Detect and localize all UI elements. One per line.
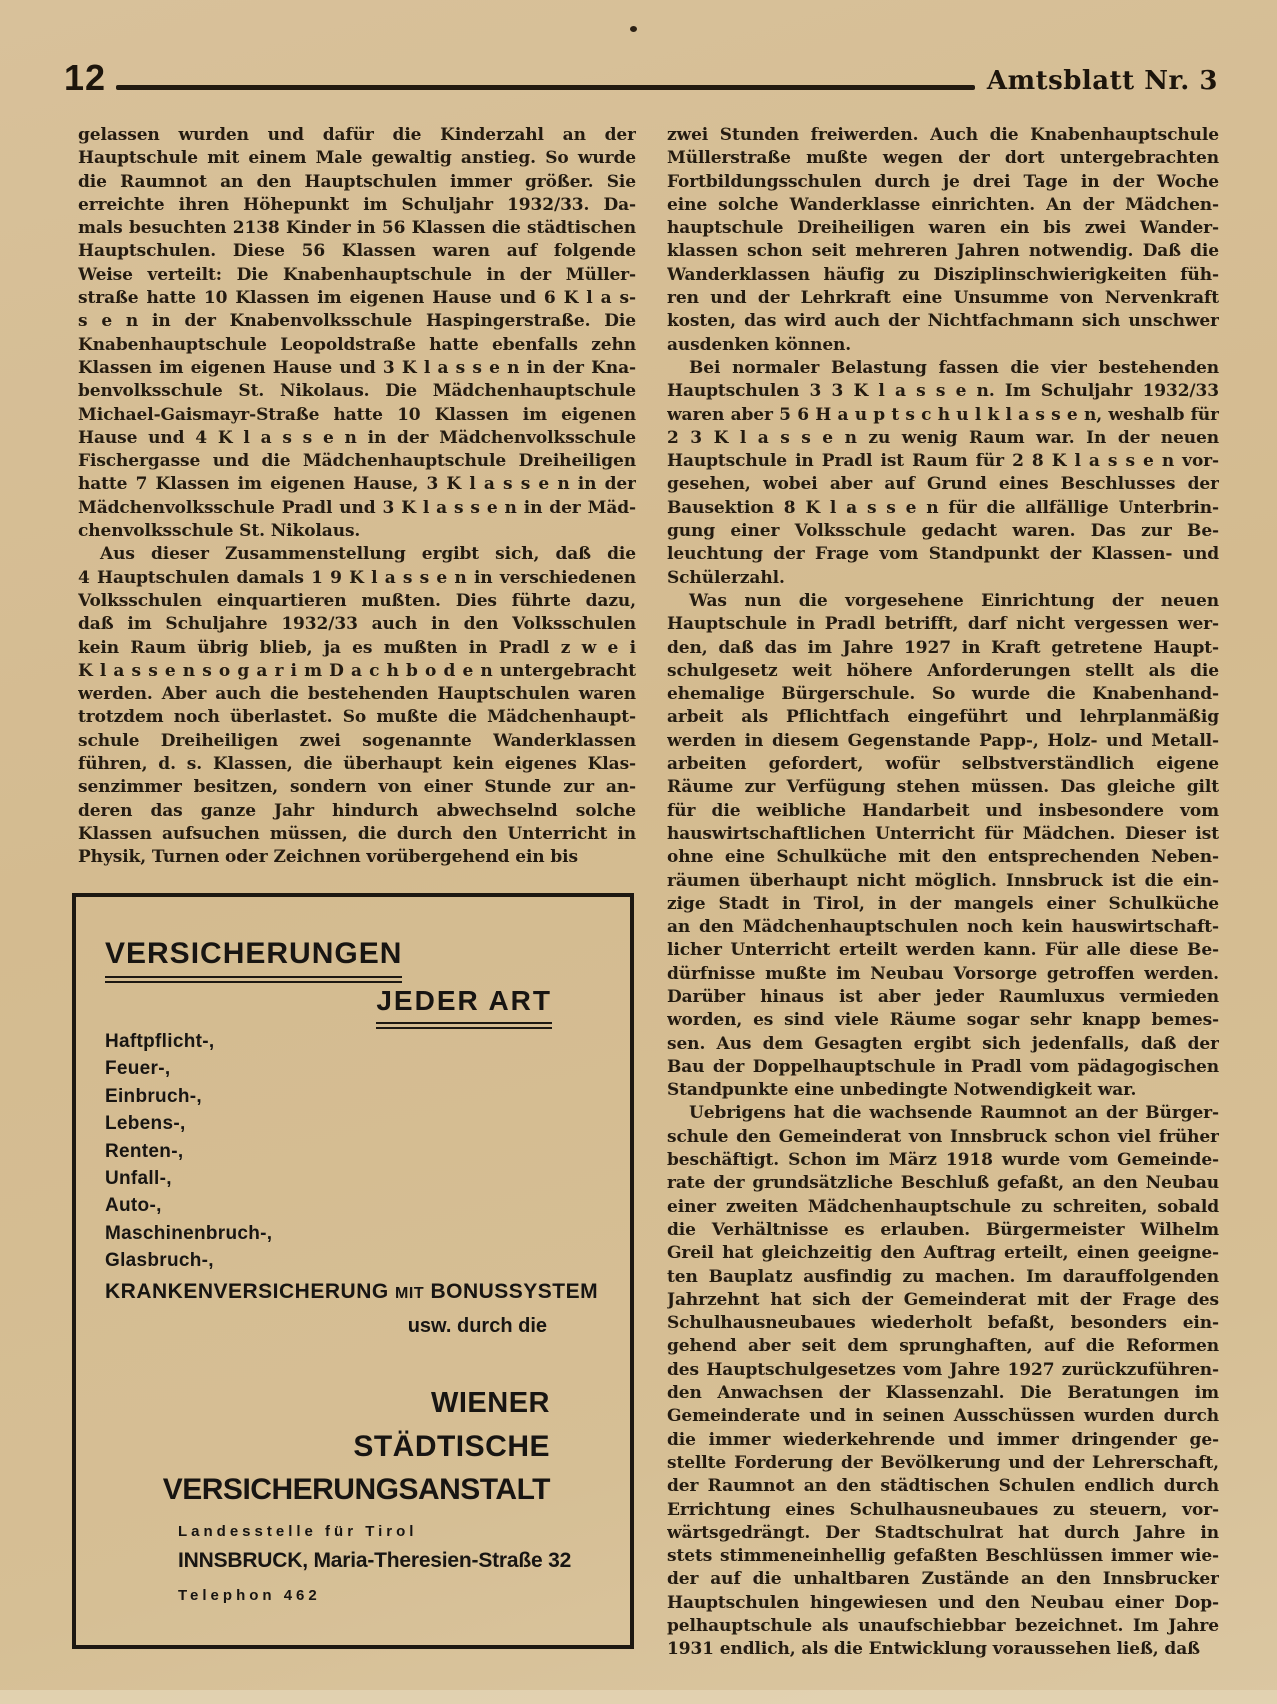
text-line: Müllerstraße mußte wegen der dort untergebrachten	[667, 148, 1219, 169]
text-line: Schulhausneubaues wiederholt befaßt, besonders ein-	[667, 1313, 1219, 1334]
ad-coverage-item: Einbruch-,	[105, 1085, 202, 1107]
text-line: der auf die unhaltbaren Zustände an den Innsbrucker	[667, 1569, 1219, 1590]
text-line: die Verhältnisse es erlauben. Bürgermeister Wilhelm	[667, 1219, 1219, 1240]
text-line: Räume zur Verfügung stehen müssen. Das gleiche gilt	[667, 777, 1219, 798]
column-right	[667, 124, 1219, 1662]
text-line: gesehen, wobei aber auf Grund eines Beschlusses der	[667, 474, 1219, 495]
ad-phone: Telephon 462	[178, 1587, 321, 1604]
text-line: wärtsgedrängt. Der Stadtschulrat hat durch Jahre in	[667, 1522, 1219, 1543]
text-line: ausdenken können.	[667, 334, 852, 355]
text-line: mals besuchten 2138 Kinder in 56 Klassen die städtischen	[78, 218, 636, 239]
text-line: gehend aber seit dem sprunghaften, auf die Reformen	[667, 1336, 1219, 1357]
text-line: ehemalige Bürgerschule. So wurde die Knabenhand-	[667, 684, 1219, 705]
text-line: werden. Aber auch die bestehenden Hauptschulen waren	[78, 684, 636, 705]
text-line: Hauptschulen. Diese 56 Klassen waren auf folgende	[78, 241, 636, 262]
text-line: pelhauptschule als unaufschiebbar bezeichnet. Im Jahre	[667, 1616, 1219, 1636]
text-line: worden, es sind viele Räume sogar sehr knapp bemes-	[667, 1010, 1219, 1031]
text-line: ohne eine Schulküche mit den entsprechenden Neben-	[667, 847, 1219, 868]
text-line: klassen schon seit mehreren Jahren notwendig. Daß die	[667, 241, 1219, 262]
ad-subtitle: JEDER ART	[376, 985, 552, 1029]
text-line: Hauptschulen 3 3 K l a s s e n. Im Schuljahr 1932/33	[667, 381, 1219, 402]
ad-title: VERSICHERUNGEN	[105, 937, 402, 983]
text-line: eine solche Wanderklasse einrichten. An der Mädchen-	[667, 194, 1219, 215]
text-line: räumen überhaupt nicht möglich. Innsbruck ist die ein-	[667, 870, 1219, 891]
insurance-ad-content	[76, 897, 630, 1645]
text-line: des Hauptschulgesetzes vom Jahre 1927 zurückzuführen-	[667, 1359, 1219, 1380]
text-line: den Anwachsen der Klassenzahl. Die Beratungen im	[667, 1383, 1219, 1404]
column-left	[78, 124, 636, 870]
ad-company-line-3: VERSICHERUNGSANSTALT	[162, 1473, 550, 1506]
scan-edge	[0, 1690, 1277, 1704]
text-line: Wanderklassen häufig zu Disziplinschwierigkeiten füh-	[667, 264, 1219, 285]
text-line: dürfnisse mußte im Neubau Vorsorge getroffen werden.	[667, 963, 1219, 984]
text-line: licher Unterricht erteilt werden kann. Für alle diese Be-	[667, 940, 1219, 961]
ad-coverage-item: Haftpflicht-,	[105, 1031, 215, 1052]
insurance-ad-box	[72, 893, 634, 1649]
text-line: senzimmer besitzen, sondern von einer Stunde zur an-	[78, 777, 636, 798]
text-line: Schülerzahl.	[667, 567, 785, 588]
text-line: Standpunkte eine unbedingte Notwendigkeit war.	[667, 1080, 1137, 1101]
ad-coverage-item: Maschinenbruch-,	[105, 1222, 273, 1244]
text-line: Bei normaler Belastung fassen die vier bestehenden	[689, 357, 1219, 378]
text-line: trotzdem noch überlastet. So mußte die Mädchenhaupt-	[78, 707, 636, 728]
text-line: hatte 7 Klassen im eigenen Hause, 3 K l a s s e n in der	[78, 474, 636, 495]
text-line: 1931 endlich, als die Entwicklung voraussehen ließ, daß	[667, 1639, 1200, 1660]
text-line: Fischergasse und die Mädchenhauptschule Dreiheiligen	[78, 451, 636, 472]
text-line: gelassen wurden und dafür die Kinderzahl an der	[78, 125, 636, 145]
text-line: schule Dreiheiligen zwei sogenannte Wanderklassen	[78, 730, 636, 751]
page-number: 12	[64, 57, 107, 98]
text-line: den, daß das im Jahre 1927 in Kraft getretene Haupt-	[667, 637, 1219, 658]
text-line: s e n in der Knabenvolksschule Haspingerstraße. Die	[78, 311, 636, 332]
text-line: Errichtung eines Schulhausneubaues zu steuern, vor-	[667, 1499, 1219, 1520]
ad-health-insurance-line	[105, 1280, 598, 1304]
text-line: Klassen im eigenen Hause und 3 K l a s s e n in der Kna-	[78, 357, 636, 378]
text-line: rate der grundsätzliche Beschluß gefaßt, an den Neubau	[667, 1173, 1219, 1194]
text-line: führen, d. s. Klassen, die überhaupt kein eigenes Klas-	[78, 754, 636, 775]
ad-health-part3: BONUSSYSTEM	[430, 1280, 599, 1303]
text-line: Greil hat gleichzeitig den Auftrag erteilt, einen geeigne-	[667, 1243, 1219, 1264]
ad-coverage-item: Unfall-,	[105, 1167, 172, 1189]
text-line: sen. Aus dem Gesagten ergibt sich jedenfalls, daß der	[667, 1033, 1219, 1054]
text-line: Hause und 4 K l a s s e n in der Mädchenvolksschule	[78, 427, 636, 448]
ad-coverage-item: Renten-,	[105, 1140, 184, 1162]
text-line: daß im Schuljahre 1932/33 auch in den Volksschulen	[78, 614, 636, 635]
ad-usw-line: usw. durch die	[407, 1315, 547, 1337]
text-line: schulgesetz weit höhere Anforderungen stellt als die	[667, 660, 1219, 681]
text-line: die immer wiederkehrende und immer dringender ge-	[667, 1429, 1219, 1450]
text-line: Was nun die vorgesehene Einrichtung der neuen	[689, 590, 1219, 611]
text-line: Jahrzehnt hat sich der Gemeinderat mit der Frage des	[667, 1289, 1219, 1310]
text-line: ren und der Lehrkraft eine Unsumme von Nervenkraft	[667, 288, 1219, 309]
masthead-title: Amtsblatt Nr. 3	[986, 66, 1218, 96]
text-line: stets stimmeneinhellig gefaßten Beschlüssen immer wie-	[667, 1546, 1219, 1567]
text-line: Bau der Doppelhauptschule in Pradl vom pädagogischen	[667, 1056, 1219, 1077]
text-line: 2 3 K l a s s e n zu wenig Raum war. In der neuen	[667, 427, 1219, 448]
ad-coverage-item: Lebens-,	[105, 1113, 186, 1135]
text-line: Hauptschule in Pradl betrifft, darf nicht vergessen wer-	[667, 614, 1219, 635]
text-line: erreichte ihren Höhepunkt im Schuljahr 1932/33. Da-	[78, 194, 636, 215]
text-line: an den Mädchenhauptschulen noch kein hauswirtschaft-	[667, 917, 1219, 938]
text-line: Aus dieser Zusammenstellung ergibt sich, daß die	[100, 544, 636, 565]
text-line: hauswirtschaftlichen Unterricht für Mädchen. Dieser ist	[667, 823, 1219, 844]
text-line: Volksschulen einquartieren mußten. Dies führte dazu,	[78, 590, 636, 611]
text-line: kein Raum übrig blieb, ja es mußten in Pradl z w e i	[78, 637, 636, 658]
ad-health-part1: KRANKENVERSICHERUNG	[105, 1280, 389, 1303]
text-line: Weise verteilt: Die Knabenhauptschule in der Müller-	[78, 264, 636, 285]
ad-coverage-list	[105, 1028, 272, 1275]
text-line: Hauptschule in Pradl ist Raum für 2 8 K l a s s e n vor-	[667, 451, 1219, 472]
text-line: arbeiten gefordert, wofür selbstverständlich eigene	[667, 754, 1219, 775]
text-line: Hauptschulen hingewiesen und den Neubau einer Dop-	[667, 1592, 1219, 1613]
text-line: ten Bauplatz ausfindig zu machen. Im darauffolgenden	[667, 1266, 1219, 1287]
text-line: beschäftigt. Schon im März 1918 wurde vom Gemeinde-	[667, 1150, 1219, 1171]
text-line: leuchtung der Frage vom Standpunkt der Klassen- und	[667, 544, 1219, 565]
ad-company-line-1: WIENER	[431, 1387, 550, 1419]
page-header	[64, 56, 1218, 96]
text-line: zwei Stunden freiwerden. Auch die Knabenhauptschule	[667, 125, 1219, 145]
text-line: stellte Forderung der Bevölkerung und der Lehrerschaft,	[667, 1452, 1219, 1473]
text-line: benvolksschule St. Nikolaus. Die Mädchenhauptschule	[78, 381, 636, 402]
text-line: schule den Gemeinderat von Innsbruck schon viel früher	[667, 1126, 1219, 1147]
ink-speck	[630, 26, 637, 32]
text-line: hauptschule Dreiheiligen waren ein bis zwei Wander-	[667, 218, 1219, 239]
ad-company-line-2: STÄDTISCHE	[353, 1430, 550, 1463]
ad-address: INNSBRUCK, Maria-Theresien-Straße 32	[178, 1549, 572, 1572]
ad-coverage-item: Glasbruch-,	[105, 1250, 214, 1272]
text-line: zige Stadt in Tirol, in der mangels einer Schulküche	[667, 893, 1219, 914]
text-line: für die weibliche Handarbeit und insbesondere vom	[667, 800, 1219, 821]
ad-coverage-item: Feuer-,	[105, 1058, 171, 1080]
text-line: gung einer Volksschule gedacht waren. Das zur Be-	[667, 521, 1219, 542]
text-line: kosten, das wird auch der Nichtfachmann sich unschwer	[667, 311, 1219, 332]
text-line: 4 Hauptschulen damals 1 9 K l a s s e n in verschiedenen	[78, 567, 636, 588]
text-line: Physik, Turnen oder Zeichnen vorübergehend ein bis	[78, 847, 578, 868]
text-line: straße hatte 10 Klassen im eigenen Hause und 6 K l a s-	[78, 288, 636, 309]
text-line: Michael-Gaismayr-Straße hatte 10 Klassen im eigenen	[78, 404, 636, 425]
text-line: Klassen aufsuchen müssen, die durch den Unterricht in	[78, 823, 636, 844]
text-line: waren aber 5 6 H a u p t s c h u l k l a s s e n, weshalb für	[667, 404, 1219, 425]
text-line: Fortbildungsschulen durch je drei Tage in der Woche	[667, 171, 1219, 192]
text-line: der Raumnot an den städtischen Schulen endlich durch	[667, 1476, 1219, 1497]
ad-health-part2: MIT	[395, 1285, 425, 1302]
header-rule	[116, 85, 975, 90]
text-line: werden in diesem Gegenstande Papp-, Holz- und Metall-	[667, 730, 1219, 751]
text-line: Hauptschule mit einem Male gewaltig anstieg. So wurde	[78, 148, 636, 169]
text-line: Bausektion 8 K l a s s e n für die allfällige Unterbrin-	[667, 497, 1219, 518]
text-line: Darüber hinaus ist aber jeder Raumluxus vermieden	[667, 986, 1219, 1007]
text-line: Mädchenvolksschule Pradl und 3 K l a s s e n in der Mäd-	[78, 497, 636, 518]
text-line: einer zweiten Mädchenhauptschule zu schreiten, sobald	[667, 1196, 1219, 1217]
text-line: Knabenhauptschule Leopoldstraße hatte ebenfalls zehn	[78, 334, 636, 355]
text-line: Uebrigens hat die wachsende Raumnot an der Bürger-	[689, 1103, 1219, 1124]
ad-branch-office: Landesstelle für Tirol	[178, 1523, 418, 1540]
text-line: chenvolksschule St. Nikolaus.	[78, 521, 361, 542]
text-line: die Raumnot an den Hauptschulen immer größer. Sie	[78, 171, 636, 192]
text-line: arbeit als Pflichtfach eingeführt und lehrplanmäßig	[667, 707, 1219, 728]
text-line: K l a s s e n s o g a r i m D a c h b o d e n untergebracht	[78, 660, 636, 681]
ad-coverage-item: Auto-,	[105, 1195, 162, 1217]
text-line: Gemeinderate und in seinen Ausschüssen wurden durch	[667, 1406, 1219, 1427]
text-line: deren das ganze Jahr hindurch abwechselnd solche	[78, 800, 636, 821]
